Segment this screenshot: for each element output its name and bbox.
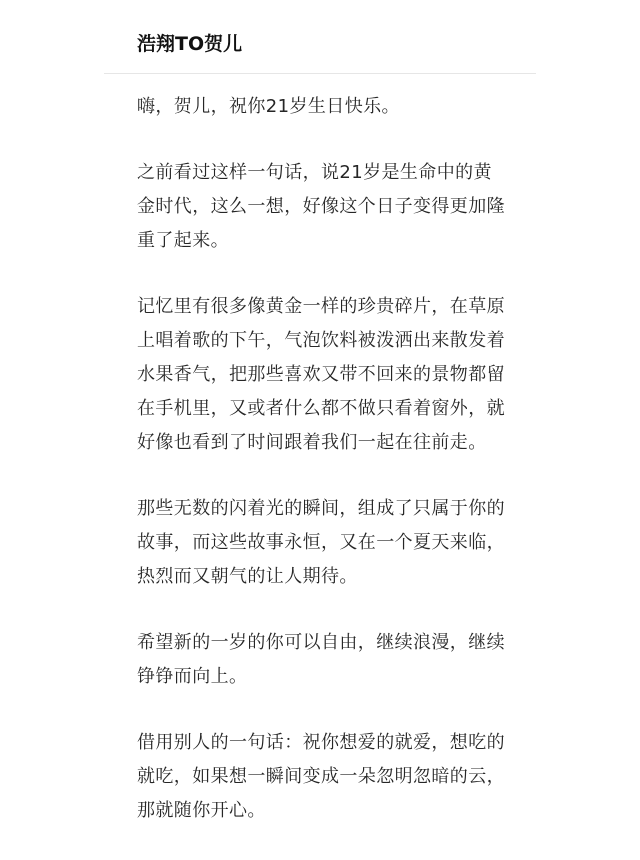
article-title: 浩翔TO贺儿 [137, 33, 243, 55]
paragraph-moments [137, 492, 507, 594]
paragraph-wish [137, 626, 507, 694]
text-line: 那就随你开心。 [137, 800, 266, 821]
text-line: 就吃，如果想一瞬间变成一朵忽明忽暗的云， [137, 766, 505, 787]
text-line: 铮铮而向上。 [137, 666, 248, 687]
text-line: 记忆里有很多像黄金一样的珍贵碎片，在草原 [137, 296, 505, 317]
text-line: 希望新的一岁的你可以自由，继续浪漫，继续 [137, 632, 505, 653]
article-body [137, 90, 507, 860]
paragraph-quote [137, 726, 507, 828]
paragraph-golden-age [137, 156, 507, 258]
text-line: 那些无数的闪着光的瞬间，组成了只属于你的 [137, 498, 505, 519]
text-line: 嗨，贺儿，祝你21岁生日快乐。 [137, 96, 400, 117]
text-line: 在手机里，又或者什么都不做只看着窗外，就 [137, 398, 505, 419]
article-header [104, 0, 536, 74]
paragraph-greeting [137, 90, 507, 124]
text-line: 好像也看到了时间跟着我们一起在往前走。 [137, 432, 487, 453]
text-line: 故事，而这些故事永恒，又在一个夏天来临， [137, 532, 505, 553]
text-line: 之前看过这样一句话，说21岁是生命中的黄 [137, 162, 492, 183]
text-line: 上唱着歌的下午，气泡饮料被泼洒出来散发着 [137, 330, 505, 351]
text-line: 热烈而又朝气的让人期待。 [137, 566, 358, 587]
text-line: 金时代，这么一想，好像这个日子变得更加隆 [137, 196, 505, 217]
paragraph-memories [137, 290, 507, 460]
text-line: 水果香气，把那些喜欢又带不回来的景物都留 [137, 364, 505, 385]
text-line: 重了起来。 [137, 230, 229, 251]
text-line: 借用别人的一句话：祝你想爱的就爱，想吃的 [137, 732, 505, 753]
